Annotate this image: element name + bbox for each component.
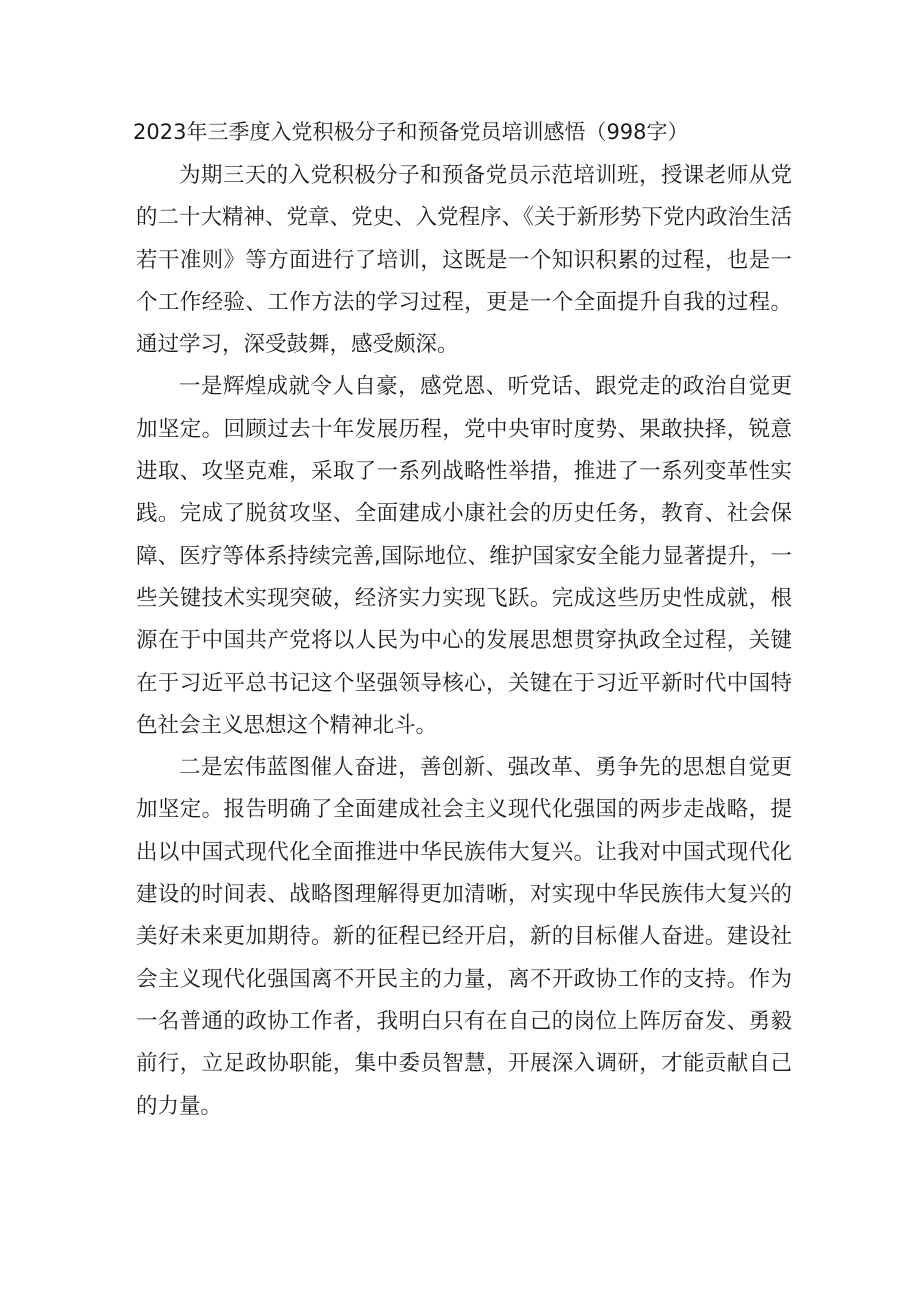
paragraph-intro: 为期三天的入党积极分子和预备党员示范培训班，授课老师从党的二十大精神、党章、党史、入党程序、《关于新形势下党内政治生活若干准则》等方面进行了培训，这既是一个知识积累的过程，也是一个工作经验、工作方法的学习过程，更是一个全面提升自我的过程。通过学习，深受鼓舞，感受颇深。 xyxy=(136,163,792,358)
document-title: 2023年三季度入党积极分子和预备党员培训感悟（998字） xyxy=(133,120,689,144)
paragraph-point-two: 二是宏伟蓝图催人奋进，善创新、强改革、勇争先的思想自觉更加坚定。报告明确了全面建成社会主义现代化强国的两步走战略，提出以中国式现代化全面推进中华民族伟大复兴。让我对中国式现代化建设的时间表、战略图理解得更加清晰，对实现中华民族伟大复兴的美好未来更加期待。新的征程已经开启，新的目标催人奋进。建设社会主义现代化强国离不开民主的力量，离不开政协工作的支持。作为一名普通的政协工作者，我明白只有在自己的岗位上阵厉奋发、勇毅前行，立足政协职能，集中委员智慧，开展深入调研，才能贡献自己的力量。 xyxy=(136,755,792,1119)
paragraph-point-one: 一是辉煌成就令人自豪，感党恩、听党话、跟党走的政治自觉更加坚定。回顾过去十年发展历程，党中央审时度势、果敢抉择，锐意进取、攻坚克难，采取了一系列战略性举措，推进了一系列变革性实践。完成了脱贫攻坚、全面建成小康社会的历史任务，教育、社会保障、医疗等体系持续完善,国际地位、维护国家安全能力显著提升，一些关键技术实现突破，经济实力实现飞跃。完成这些历史性成就，根源在于中国共产党将以人民为中心的发展思想贯穿执政全过程，关键在于习近平总书记这个坚强领导核心，关键在于习近平新时代中国特色社会主义思想这个精神北斗。 xyxy=(136,374,792,738)
document-body xyxy=(136,155,792,1128)
